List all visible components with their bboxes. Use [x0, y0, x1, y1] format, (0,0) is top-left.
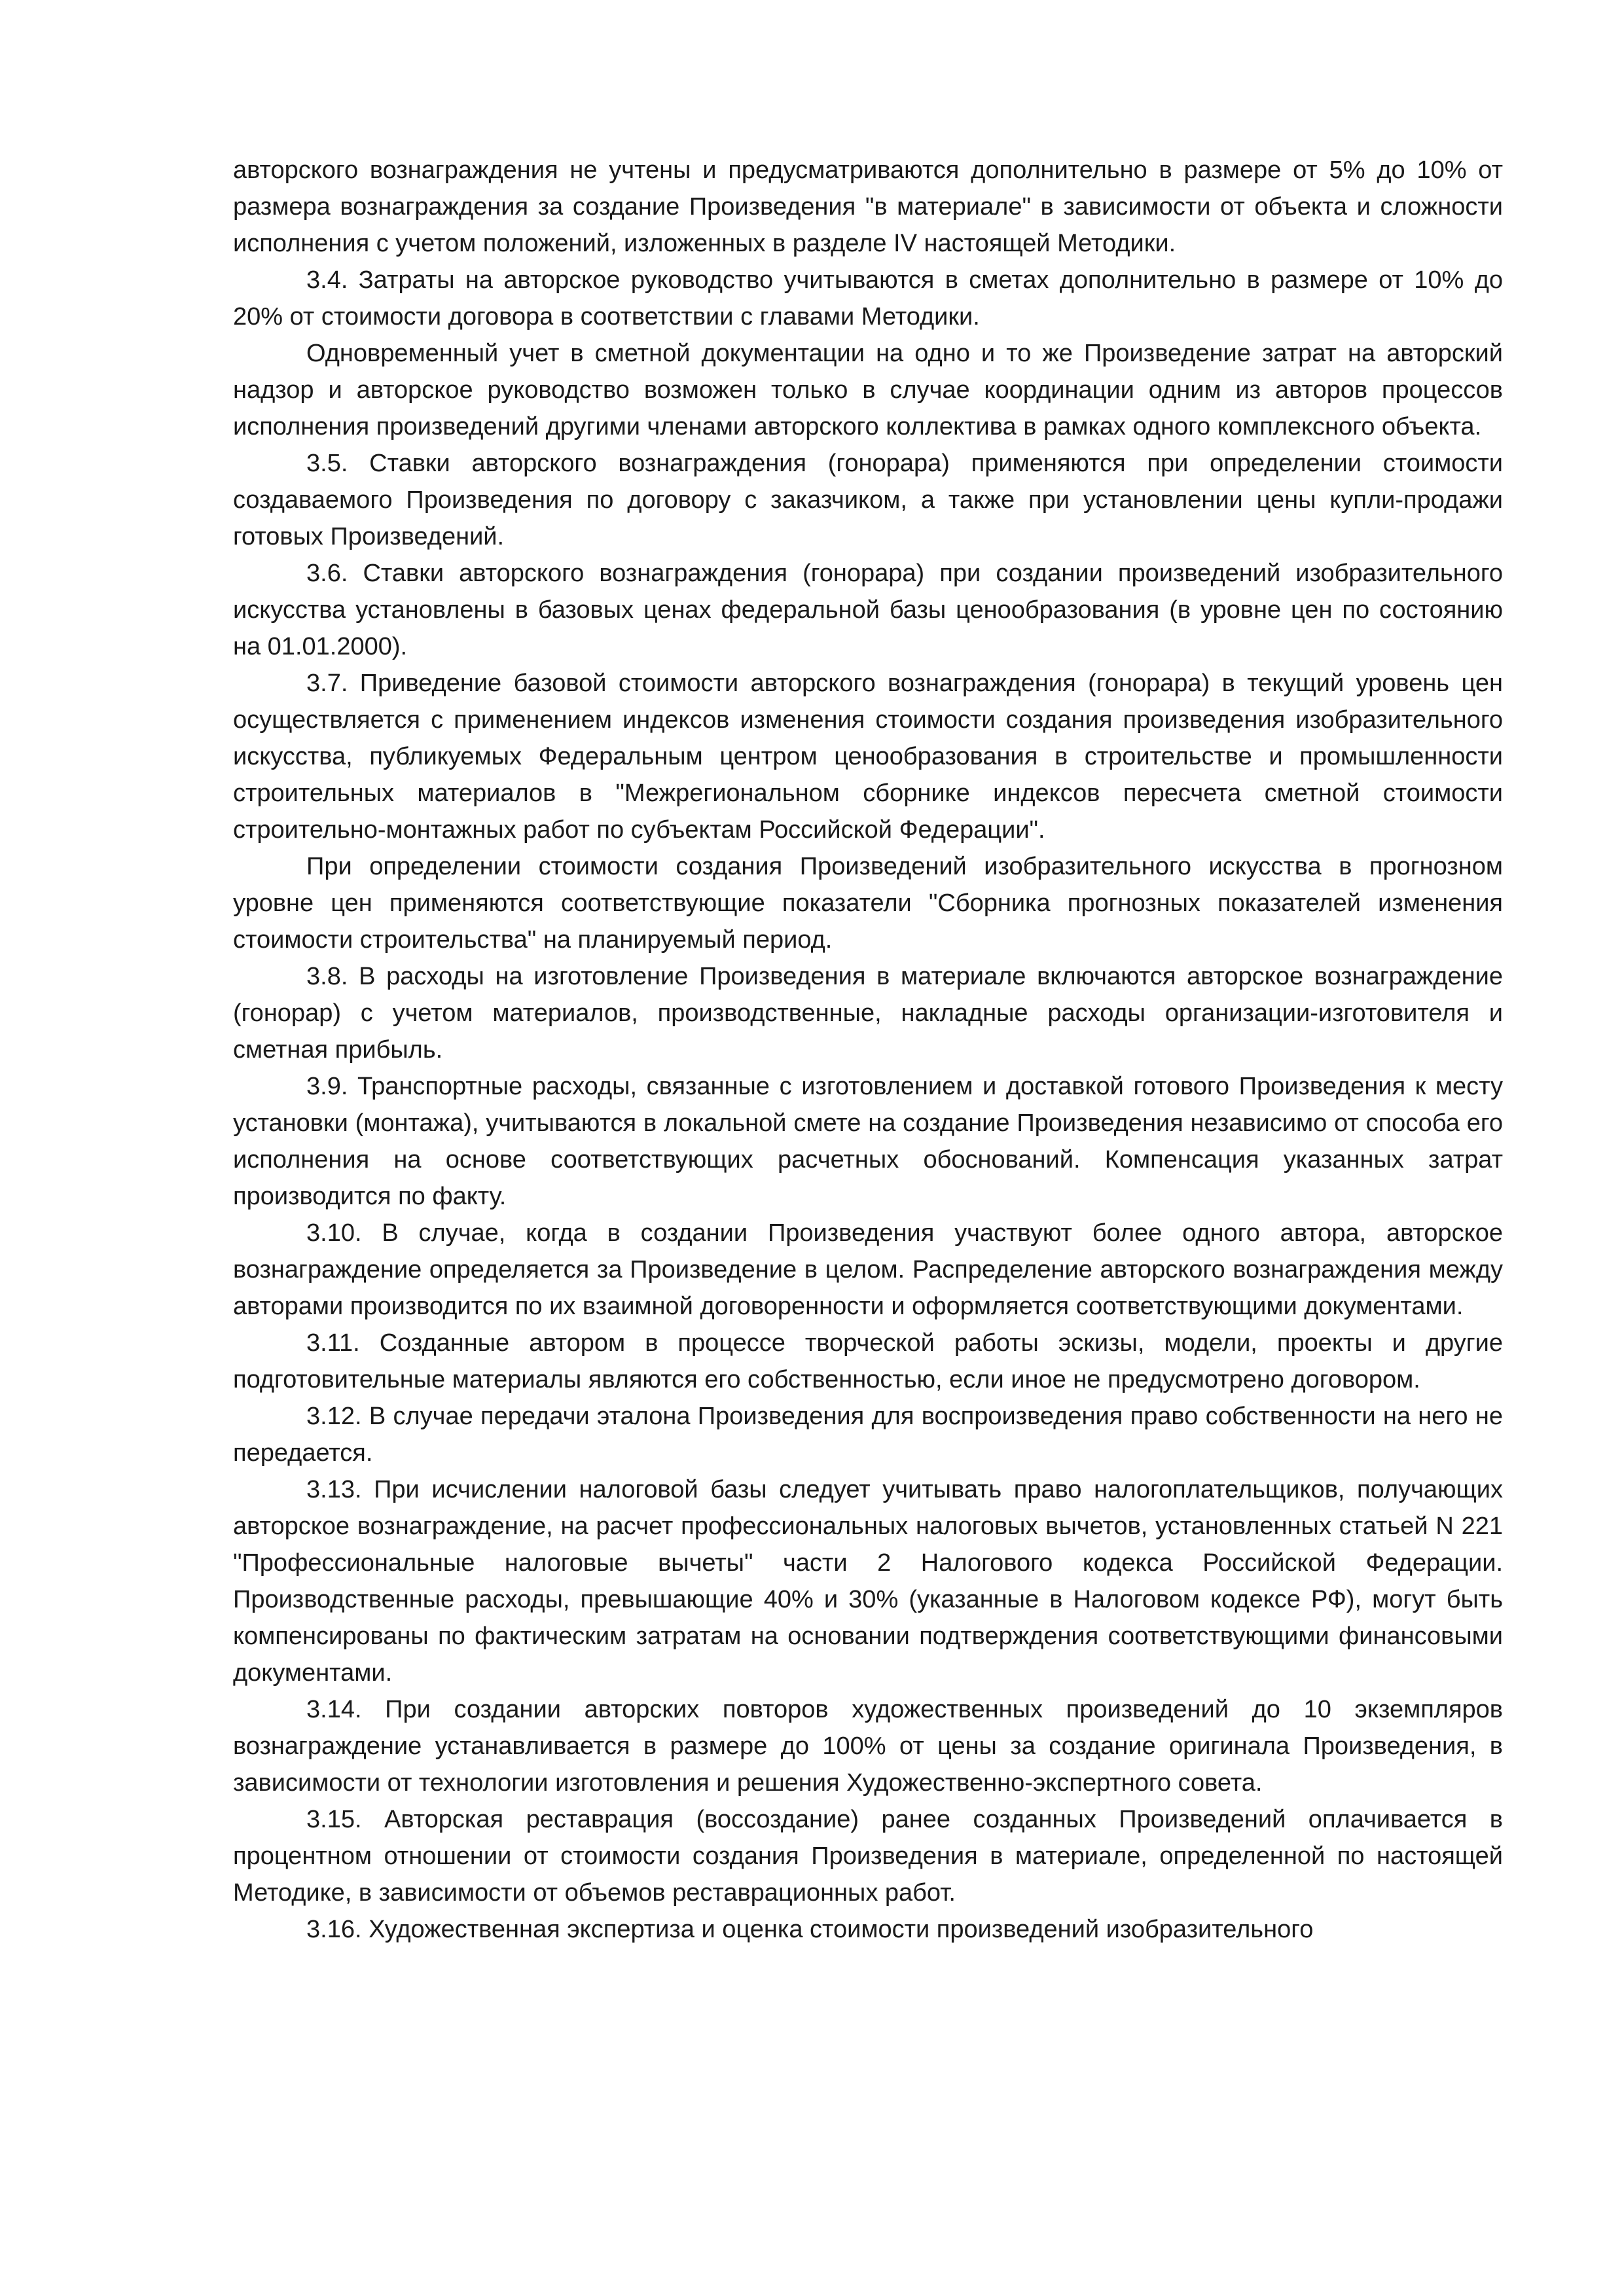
- paragraph-3-14: 3.14. При создании авторских повторов художественных произведений до 10 экземпляров вознаграждение устанавливается в размере до 100% от цены за создание оригинала Произведения, в зависимости от технологии изготовления и решения Художественно-экспертного совета.: [233, 1696, 1503, 1797]
- paragraph-3-10: 3.10. В случае, когда в создании Произведения участвуют более одного автора, авторское вознаграждение определяется за Произведение в целом. Распределение авторского вознаграждения между авторами производится по их взаимной договоренности и оформляется соответствующими документами.: [233, 1219, 1503, 1320]
- paragraph-3-4: 3.4. Затраты на авторское руководство учитываются в сметах дополнительно в размере от 10% до 20% от стоимости договора в соответствии с главами Методики.: [233, 266, 1503, 331]
- paragraph-3-7: 3.7. Приведение базовой стоимости авторского вознаграждения (гонорара) в текущий уровень цен осуществляется с применением индексов изменения стоимости создания произведения изобразительного искусства, публикуемых Федеральным центром ценообразования в строительстве и промышленности строительных материалов в "Межрегиональном сборнике индексов пересчета сметной стоимости строительно-монтажных работ по субъектам Российской Федерации".: [233, 670, 1503, 844]
- paragraph-3-13: 3.13. При исчислении налоговой базы следует учитывать право налогоплательщиков, получающих авторское вознаграждение, на расчет профессиональных налоговых вычетов, установленных статьей N 221 "Профессиональные налоговые вычеты" части 2 Налогового кодекса Российской Федерации. Производственные расходы, превышающие 40% и 30% (указанные в Налоговом кодексе РФ), могут быть компенсированы по фактическим затратам на основании подтверждения соответствующими финансовыми документами.: [233, 1476, 1503, 1687]
- paragraph-3-9: 3.9. Транспортные расходы, связанные с изготовлением и доставкой готового Произведения к месту установки (монтажа), учитываются в локальной смете на создание Произведения независимо от способа его исполнения на основе соответствующих расчетных обоснований. Компенсация указанных затрат производится по факту.: [233, 1073, 1503, 1210]
- paragraph-simultaneous-accounting: Одновременный учет в сметной документации на одно и то же Произведение затрат на авторский надзор и авторское руководство возможен только в случае координации одним из авторов процессов исполнения произведений другими членами авторского коллектива в рамках одного комплексного объекта.: [233, 340, 1503, 440]
- paragraph-continuation: авторского вознаграждения не учтены и предусматриваются дополнительно в размере от 5% до 10% от размера вознаграждения за создание Произведения "в материале" в зависимости от объекта и сложности исполнения с учетом положений, изложенных в разделе IV настоящей Методики.: [233, 156, 1503, 257]
- paragraph-3-16: 3.16. Художественная экспертиза и оценка стоимости произведений изобразительного: [306, 1916, 1314, 1943]
- paragraph-3-15: 3.15. Авторская реставрация (воссоздание) ранее созданных Произведений оплачивается в процентном отношении от стоимости создания Произведения в материале, определенной по настоящей Методике, в зависимости от объемов реставрационных работ.: [233, 1806, 1503, 1907]
- paragraph-3-8: 3.8. В расходы на изготовление Произведения в материале включаются авторское вознаграждение (гонорар) с учетом материалов, производственные, накладные расходы организации-изготовителя и сметная прибыль.: [233, 963, 1503, 1064]
- paragraph-3-5: 3.5. Ставки авторского вознаграждения (гонорара) применяются при определении стоимости создаваемого Произведения по договору с заказчиком, а также при установлении цены купли-продажи готовых Произведений.: [233, 450, 1503, 550]
- paragraph-3-11: 3.11. Созданные автором в процессе творческой работы эскизы, модели, проекты и другие подготовительные материалы являются его собственностью, если иное не предусмотрено договором.: [233, 1329, 1503, 1393]
- document-body: [233, 152, 1503, 1948]
- paragraph-forecast-prices: При определении стоимости создания Произведений изобразительного искусства в прогнозном уровне цен применяются соответствующие показатели "Сборника прогнозных показателей изменения стоимости строительства" на планируемый период.: [233, 853, 1503, 954]
- paragraph-3-6: 3.6. Ставки авторского вознаграждения (гонорара) при создании произведений изобразительного искусства установлены в базовых ценах федеральной базы ценообразования (в уровне цен по состоянию на 01.01.2000).: [233, 560, 1503, 660]
- paragraph-3-12: 3.12. В случае передачи эталона Произведения для воспроизведения право собственности на него не передается.: [233, 1403, 1503, 1467]
